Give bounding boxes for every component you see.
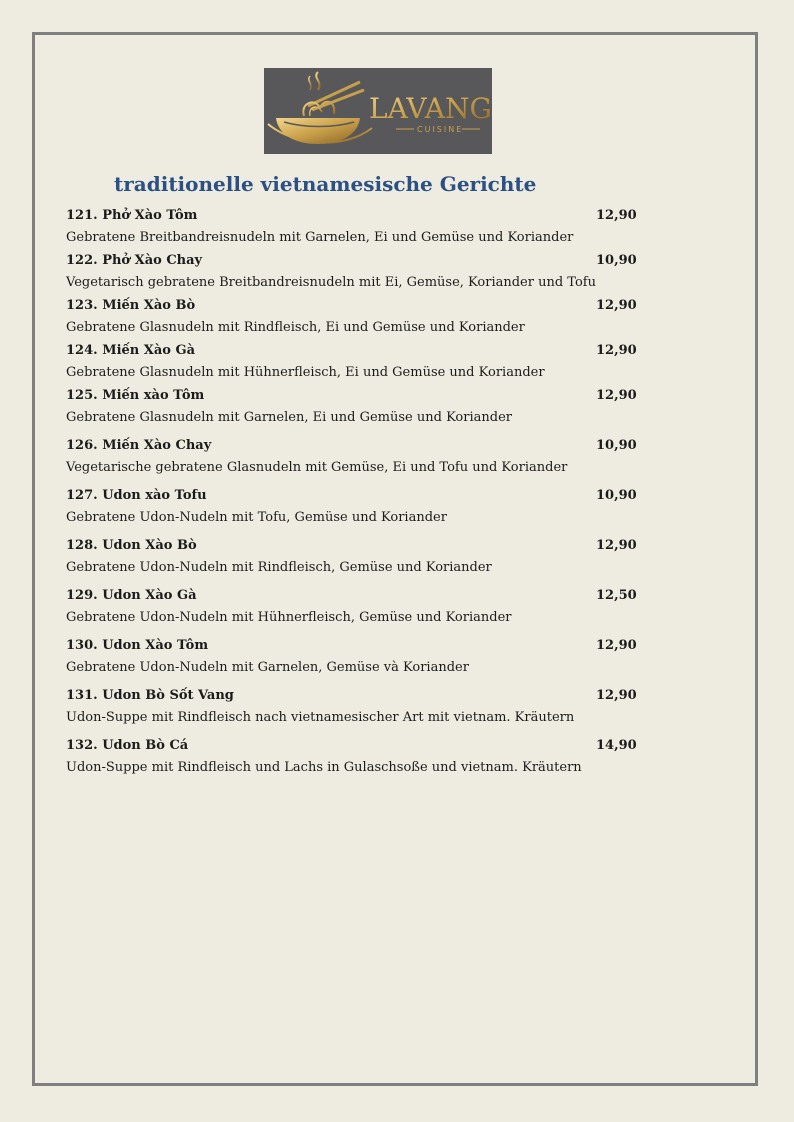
menu-item <box>66 437 636 487</box>
menu-item <box>66 252 636 297</box>
menu-item-price: 12,90 <box>596 538 637 553</box>
menu-item <box>66 342 636 387</box>
menu-item-price: 12,90 <box>596 298 637 313</box>
logo-tagline: CUISINE <box>417 125 464 134</box>
menu-item-name: 127. Udon xào Tofu <box>66 488 207 503</box>
menu-item-name: 123. Miến Xào Bò <box>66 298 196 313</box>
menu-item-price: 10,90 <box>596 438 637 453</box>
menu-item <box>66 737 636 787</box>
menu-item-description: Vegetarisch gebratene Breitbandreisnudeln mit Ei, Gemüse, Koriander und Tofu <box>66 275 596 290</box>
menu-item <box>66 637 636 687</box>
menu-item-description: Vegetarische gebratene Glasnudeln mit Gemüse, Ei und Tofu und Koriander <box>66 460 568 475</box>
menu-item-price: 12,90 <box>596 638 637 653</box>
menu-item-name: 121. Phở Xào Tôm <box>66 208 198 223</box>
menu-item-name: 125. Miến xào Tôm <box>66 388 205 403</box>
menu-item-name: 131. Udon Bò Sốt Vang <box>66 688 234 703</box>
menu-item-name: 126. Miến Xào Chay <box>66 438 212 453</box>
menu-item-name: 122. Phở Xào Chay <box>66 253 203 268</box>
menu-item <box>66 587 636 637</box>
menu-item-description: Udon-Suppe mit Rindfleisch und Lachs in Gulaschsoße und vietnam. Kräutern <box>66 760 582 775</box>
menu-item-name: 132. Udon Bò Cá <box>66 738 189 753</box>
menu-item-price: 12,50 <box>596 588 637 603</box>
menu-item-price: 10,90 <box>596 488 637 503</box>
menu-item-price: 12,90 <box>596 343 637 358</box>
section-title: traditionelle vietnamesische Gerichte <box>114 172 537 196</box>
menu-item-name: 129. Udon Xào Gà <box>66 588 197 603</box>
menu-item <box>66 297 636 342</box>
menu-item-description: Gebratene Udon-Nudeln mit Garnelen, Gemüse và Koriander <box>66 660 469 675</box>
menu-item-price: 14,90 <box>596 738 637 753</box>
menu-item-description: Gebratene Udon-Nudeln mit Rindfleisch, Gemüse und Koriander <box>66 560 492 575</box>
menu-item-description: Gebratene Udon-Nudeln mit Tofu, Gemüse und Koriander <box>66 510 447 525</box>
menu-item-description: Gebratene Glasnudeln mit Garnelen, Ei und Gemüse und Koriander <box>66 410 512 425</box>
noodle-bowl-logo-icon <box>264 68 492 154</box>
menu-item-name: 124. Miến Xào Gà <box>66 343 195 358</box>
menu-item-name: 130. Udon Xào Tôm <box>66 638 209 653</box>
menu-item-price: 12,90 <box>596 388 637 403</box>
menu-item-description: Gebratene Glasnudeln mit Hühnerfleisch, Ei und Gemüse und Koriander <box>66 365 545 380</box>
menu-item-price: 12,90 <box>596 208 637 223</box>
logo-wordmark: LAVANG <box>369 92 492 125</box>
menu-item <box>66 207 636 252</box>
menu-item <box>66 487 636 537</box>
menu-item-description: Gebratene Breitbandreisnudeln mit Garnelen, Ei und Gemüse und Koriander <box>66 230 574 245</box>
menu-item <box>66 687 636 737</box>
menu-item-description: Udon-Suppe mit Rindfleisch nach vietnamesischer Art mit vietnam. Kräutern <box>66 710 575 725</box>
menu-item-price: 10,90 <box>596 253 637 268</box>
menu-item-description: Gebratene Glasnudeln mit Rindfleisch, Ei und Gemüse und Koriander <box>66 320 525 335</box>
menu-list <box>66 207 636 787</box>
restaurant-logo <box>264 68 492 154</box>
menu-item-description: Gebratene Udon-Nudeln mit Hühnerfleisch, Gemüse und Koriander <box>66 610 512 625</box>
menu-item-price: 12,90 <box>596 688 637 703</box>
menu-item <box>66 387 636 437</box>
menu-item <box>66 537 636 587</box>
menu-item-name: 128. Udon Xào Bò <box>66 538 197 553</box>
